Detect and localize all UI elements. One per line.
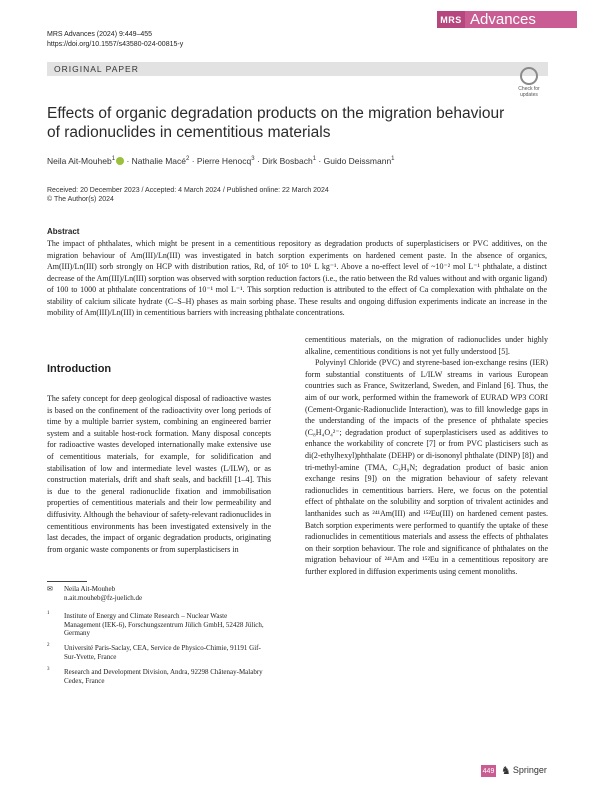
check-updates-icon — [520, 67, 538, 85]
author-name[interactable]: Guido Deissmann — [323, 156, 392, 166]
author-name[interactable]: Nathalie Macé — [131, 156, 186, 166]
orcid-icon[interactable] — [116, 157, 124, 165]
author-name[interactable]: Dirk Bosbach — [262, 156, 313, 166]
affiliation-number: 2 — [47, 643, 50, 648]
author-sup: 1 — [111, 156, 116, 163]
copyright: © The Author(s) 2024 — [47, 196, 114, 203]
page-number: 449 — [481, 765, 496, 777]
affiliation — [47, 644, 267, 666]
corresponding-author: Neila Ait-Mouheb — [64, 585, 116, 593]
section-band — [47, 62, 548, 76]
affiliation-number: 1 — [47, 611, 50, 616]
check-updates-line2: updates — [520, 92, 538, 98]
abstract-heading: Abstract — [47, 227, 80, 236]
abstract-text: The impact of phthalates, which might be present in a cementitious repository as degradation products of superplasticisers or PVC additives, on the migration behaviour of Am(III)/Ln(III) was investigated in batch sorption experiments on hardened cement paste. In the absence of organics, Am(III)/Ln(III) sorb strongly on HCP with distribution ratios, Rd, of 10⁵ to 10⁶ L kg⁻¹. Above a no-effect level of ~10⁻² mol L⁻¹ phthalate, a distinct decrease of the Am(III)/Ln(III) sorption was observed with sorption reduction factors (i.e., the ratio between the Rd values without and with organic ligand) of 100 to 1000 at phthalate concentrations of 10⁻¹ mol L⁻¹. This sorption reduction is attributed to the effect of Ca complexation with phthalate on the stability of calcium silicate hydrate (C–S–H) phases as main sorbing phase. These results and ongoing diffusion experiments indicate an increase in the mobility of Am(III)/Ln(III) in cementitious barriers with increasing phthalate concentrations. — [47, 239, 547, 317]
journal-logo-advances: Advances — [465, 11, 577, 28]
springer-horse-icon: ♞ — [501, 765, 511, 777]
publisher-name: Springer — [512, 765, 547, 775]
corresponding-email[interactable]: n.ait.mouheb@fz-juelich.de — [64, 594, 143, 602]
intro-paragraph: Polyvinyl Chloride (PVC) and styrene-based ion-exchange resins (IER) form substantial constituents of L/ILW streams in various European countries such as France, Switzerland, Sweden, and Finland [6]. Thus, the aim of our work, performed within the framework of EURAD WP3 CORI (Cement-Organic-Radionuclide Interaction), was to fill knowledge gaps in the understanding of the impacts of the presence of phthalate species (C₈H₄O₄²⁻; degradation product of superplasticisers used as additives to enhance the workability of concrete [7] or from PVC plasticisers such as di(2-ethylhexyl)phthalate (DEHP) or di-isononyl phthalate (DINP) [8]) and tri-methyl-amine (TMA, C₃H₉N; degradation product of basic anion exchange resins [9]) on the migration behaviour of safety relevant radionuclides in cementitious barriers. Here, we focus on the potential effect of phthalate on the solubility and sorption of trivalent actinides and lanthanides such as ²⁴¹Am(III) and ¹⁵²Eu(III) on hardened cement pastes. Batch sorption experiments were performed to quantify the uptake of these radionuclides in cementitious materials and assess the effects of phthalates on their sorption behaviour. The role and significance of phthalates on the migration behaviour of ²⁴¹Am and ¹⁵²Eu in a cementitious repository are further explored in diffusion experiments using cement monoliths. — [305, 358, 548, 576]
affiliation-number: 3 — [47, 667, 50, 672]
affiliation — [47, 668, 267, 690]
intro-paragraph: cementitious materials, on the migration of radionuclides under highly alkaline, cementitious conditions is not yet fully understood [5]. — [305, 335, 548, 356]
article-dates: Received: 20 December 2023 / Accepted: 4 March 2024 / Published online: 22 March 2024 — [47, 187, 329, 194]
author-name[interactable]: Pierre Henocq — [196, 156, 252, 166]
journal-logo-mrs: MRS — [437, 11, 465, 28]
correspondence — [47, 585, 247, 605]
check-for-updates-button[interactable] — [513, 67, 545, 99]
author-sup: 1 — [391, 156, 395, 163]
footnote-rule — [47, 581, 87, 582]
affiliation-text: Université Paris-Saclay, CEA, Service de Physico-Chimie, 91191 Gif-Sur-Yvette, France — [64, 644, 261, 661]
intro-right-column — [305, 334, 548, 577]
author-name[interactable]: Neila Ait-Mouheb — [47, 156, 112, 166]
intro-paragraph: The safety concept for deep geological disposal of radioactive wastes is based on the confinement of the radioactivity over long periods of time by a multiple barrier system, combining an engineered barrier system and a suitable host-rock formation. Many disposal concepts for radioactive wastes developed internationally make extensive use of cementitious materials, for example, for solidification and stabilisation of low and intermediate level wastes (L/ILW), or as construction materials, drift and shaft seals, and backfill [1–4]. This is due to the general radionuclide fixation and immobilisation properties of cementitious materials and their low permeability and diffusivity. Although the behaviour of safety-relevant radionuclides in cementitious environments has been investigated extensively in the last decades, the impact of organic degradation products, originating from organic waste components or from superplasticisers in — [47, 394, 271, 554]
article-title: Effects of organic degradation products on the migration behaviour of radionuclides in cementitious materials — [47, 105, 505, 141]
author-sup: 1 — [312, 156, 317, 163]
author-list: Neila Ait-Mouheb$^1$ · Nathalie Macé$^2$ · Pierre Henocq$^3$ · Dirk Bosbach$^1$ · Guido Deissmann$^1$ — [47, 156, 395, 166]
affiliation-text: Research and Development Division, Andra, 92298 Châtenay-Malabry Cedex, France — [64, 668, 263, 685]
publisher-logo — [501, 764, 547, 777]
envelope-icon: ✉ — [47, 585, 53, 593]
doi-link[interactable]: https://doi.org/10.1557/s43580-024-00815-y — [47, 41, 184, 48]
affiliation-text: Institute of Energy and Climate Research – Nuclear Waste Management (IEK-6), Forschungszentrum Jülich GmbH, 52428 Jülich, Germany — [64, 612, 264, 638]
check-updates-line1: Check for — [518, 86, 540, 92]
section-label: ORIGINAL PAPER — [54, 64, 139, 74]
author-sup: 2 — [185, 156, 190, 163]
author-sup: 3 — [251, 156, 255, 163]
intro-left-column — [47, 393, 271, 555]
introduction-heading: Introduction — [47, 363, 112, 375]
citation: MRS Advances (2024) 9:449–455 — [47, 31, 153, 38]
journal-logo — [437, 11, 577, 28]
affiliation — [47, 612, 267, 642]
